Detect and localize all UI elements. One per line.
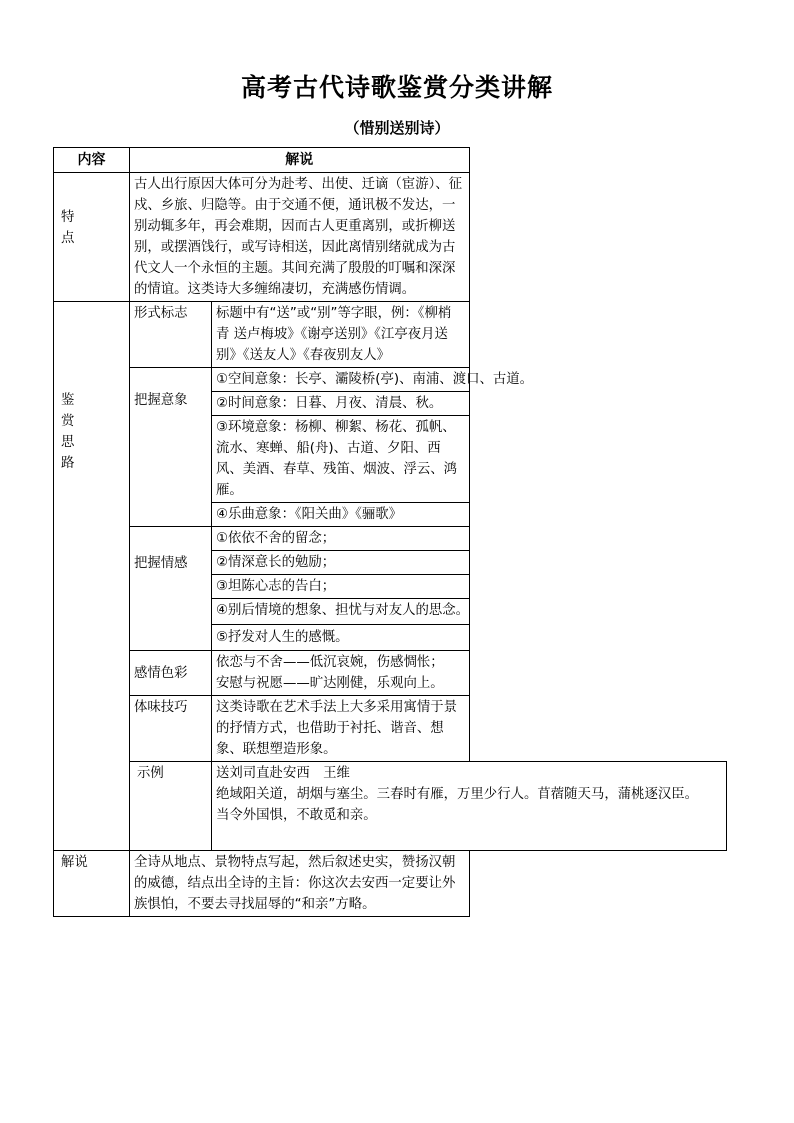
example-line-2: 当令外国惧，不敢觅和亲。 [216, 808, 377, 823]
color-row [54, 651, 727, 696]
imagery-row-1 [54, 368, 727, 392]
example-row [54, 762, 727, 851]
form-row [54, 302, 727, 368]
header-explain: 解说 [130, 148, 470, 173]
color-line-2: 安慰与祝愿——旷达刚健，乐观向上。 [216, 676, 444, 691]
color-line-1: 依恋与不舍——低沉哀婉，伤感惆怅； [216, 655, 444, 670]
content-table [53, 147, 727, 917]
emotion-item-2: ②情深意长的勉励； [212, 551, 470, 575]
emotion-item-3: ③坦陈心志的告白； [212, 575, 470, 599]
technique-row [54, 696, 727, 762]
approach-label: 鉴赏思路 [61, 393, 75, 471]
example-text [212, 762, 727, 851]
color-text [212, 651, 470, 696]
header-content: 内容 [54, 148, 130, 173]
form-label: 形式标志 [130, 302, 212, 368]
emotion-row-1 [54, 527, 727, 551]
features-label: 特点 [61, 210, 75, 246]
emotion-item-5: ⑤抒发对人生的感慨。 [212, 625, 470, 651]
approach-label-cell [54, 302, 130, 851]
technique-label: 体味技巧 [130, 696, 212, 762]
example-line-1: 绝域阳关道，胡烟与塞尘。三春时有雁，万里少行人。苜蓿随天马，蒲桃逐汉臣。 [216, 787, 699, 802]
features-text: 古人出行原因大体可分为赴考、出使、迁谪（宦游）、征戍、乡旅、归隐等。由于交通不便，通讯极不发达，一别动辄多年，再会难期，因而古人更重离别，或折柳送别，或摆酒饯行，或写诗相送，因此离情别绪就成为古代文人一个永恒的主题。其间充满了殷殷的叮嘱和深深的情谊。这类诗大多缠绵凄切，充满感伤情调。 [130, 173, 470, 302]
color-label: 感情色彩 [130, 651, 212, 696]
page-subtitle: （惜别送别诗） [344, 119, 450, 137]
emotion-item-4: ④别后情境的想象、担忧与对友人的思念。 [212, 599, 470, 625]
table-header-row [54, 148, 727, 173]
page-title: 高考古代诗歌鉴赏分类讲解 [240, 73, 553, 102]
imagery-item-4: ④乐曲意象：《阳关曲》《骊歌》 [212, 503, 470, 527]
features-row [54, 173, 727, 302]
imagery-label: 把握意象 [130, 368, 212, 527]
features-label-cell [54, 173, 130, 302]
emotion-item-1: ①依依不舍的留念； [212, 527, 470, 551]
example-label: 示例 [130, 762, 212, 851]
explanation-text: 全诗从地点、景物特点写起，然后叙述史实，赞扬汉朝的威德，结点出全诗的主旨：你这次去安西一定要让外族惧怕，不要去寻找屈辱的“和亲”方略。 [130, 851, 470, 917]
explanation-row [54, 851, 727, 917]
explanation-label: 解说 [54, 851, 130, 917]
form-text: 标题中有“送”或“别”等字眼，例：《柳梢青 送卢梅坡》《谢亭送别》《江亭夜月送别》《送友人》《春夜别友人》 [212, 302, 470, 368]
example-poem-title: 送刘司直赴安西 王维 [216, 766, 350, 781]
imagery-item-2: ②时间意象：日暮、月夜、清晨、秋。 [212, 392, 470, 416]
emotion-label: 把握情感 [130, 527, 212, 651]
imagery-item-1: ①空间意象：长亭、灞陵桥(亭)、南浦、渡口、古道。 [212, 368, 470, 392]
imagery-item-3: ③环境意象：杨柳、柳絮、杨花、孤帆、流水、寒蝉、船(舟)、古道、夕阳、西风、美酒、春草、残笛、烟波、浮云、鸿雁。 [212, 416, 470, 503]
technique-text: 这类诗歌在艺术手法上大多采用寓情于景的抒情方式，也借助于衬托、谐音、想象、联想塑造形象。 [212, 696, 470, 762]
